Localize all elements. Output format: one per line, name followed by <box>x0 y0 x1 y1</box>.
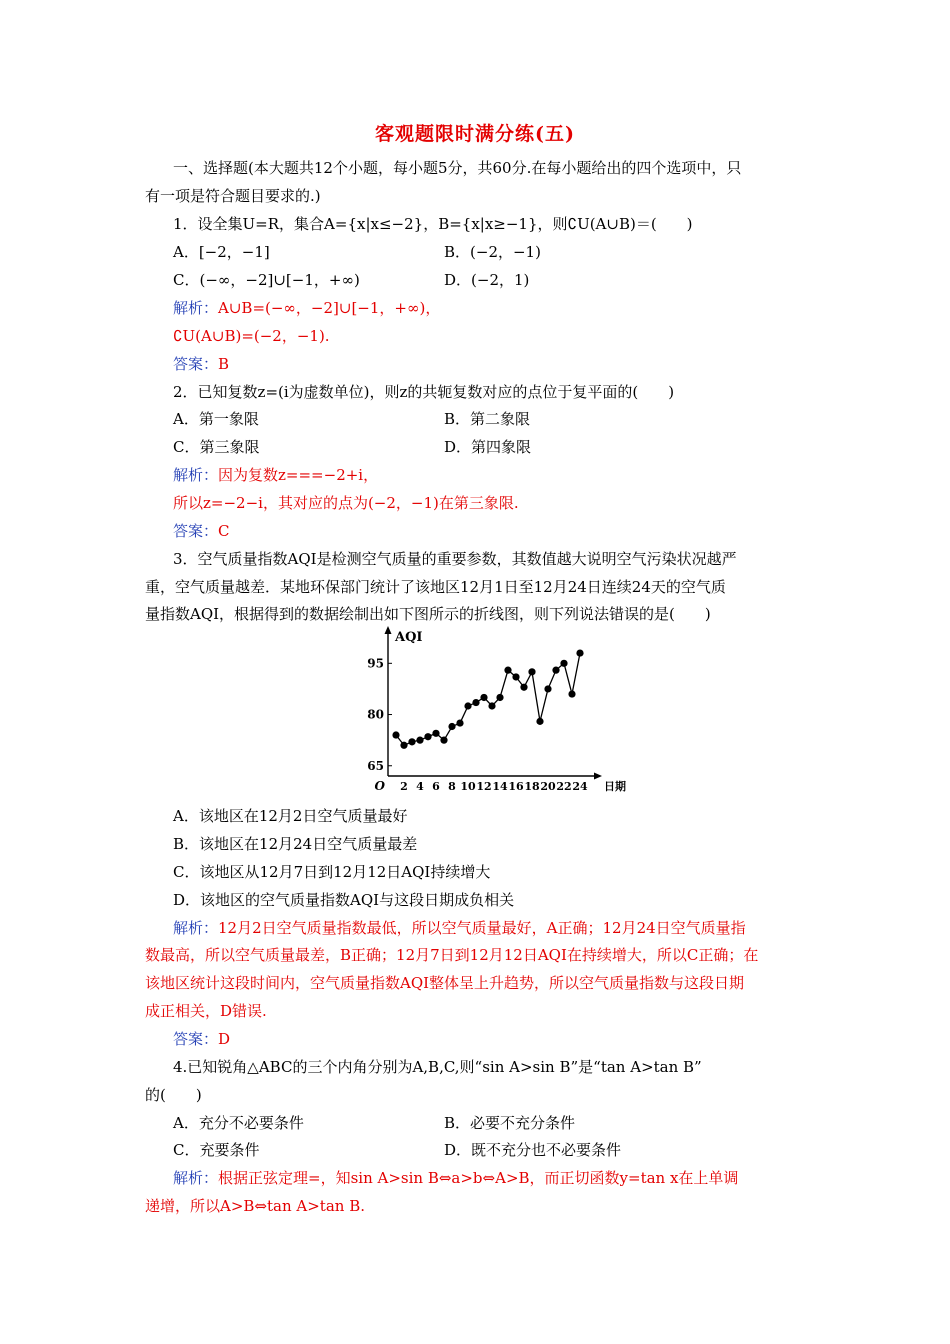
q4-analysis-line-1 <box>173 1168 738 1188</box>
intro-line-2: 有一项是符合题目要求的.) <box>145 187 321 205</box>
aqi-data-point <box>544 685 551 692</box>
q3-stem-line-1: 3．空气质量指数AQI是检测空气质量的重要参数，其数值越大说明空气污染状况越严 <box>173 550 737 568</box>
q2-analysis-line-1 <box>173 465 378 485</box>
q2-stem: 2．已知复数z=(i为虚数单位)，则z的共轭复数对应的点位于复平面的( ) <box>173 383 675 401</box>
x-tick-label: 12 <box>476 780 492 793</box>
page-title: 客观题限时满分练(五) <box>375 123 575 145</box>
q4-option-d: D．既不充分也不必要条件 <box>444 1141 622 1159</box>
x-axis-arrow <box>594 773 602 780</box>
q3-analysis-text-1: 12月2日空气质量指数最低，所以空气质量最好，A正确；12月24日空气质量指 <box>218 919 746 937</box>
q1-analysis-line-2: ∁U(A∪B)=(−2，−1). <box>173 327 330 345</box>
q4-stem-line-2: 的( ) <box>145 1086 202 1104</box>
x-tick-label: 14 <box>492 780 508 793</box>
aqi-chart-svg <box>366 628 626 798</box>
y-tick-label: 65 <box>367 758 384 773</box>
aqi-data-point <box>536 718 543 725</box>
aqi-data-point <box>400 742 407 749</box>
q4-option-c: C．充要条件 <box>173 1141 260 1159</box>
q1-analysis-label: 解析： <box>173 299 219 317</box>
q2-option-b: B．第二象限 <box>444 410 531 428</box>
aqi-data-point <box>496 694 503 701</box>
q2-analysis-line-2: 所以z=−2−i，其对应的点为(−2，−1)在第三象限. <box>173 494 519 512</box>
q1-option-c: C．(−∞，−2]∪[−1，+∞) <box>173 271 360 289</box>
y-tick-label: 95 <box>367 656 384 671</box>
q2-answer-label: 答案： <box>173 522 219 540</box>
aqi-data-point <box>432 730 439 737</box>
q4-analysis-text-1: 根据正弦定理=，知sin A>sin B⇔a>b⇔A>B，而正切函数y=tan x在上单调 <box>218 1169 739 1187</box>
q1-answer-value: B <box>218 355 230 373</box>
q4-option-a: A．充分不必要条件 <box>173 1114 304 1132</box>
x-tick-label: 4 <box>416 780 424 793</box>
aqi-line-chart <box>366 628 626 798</box>
q3-option-c: C．该地区从12月7日到12月12日AQI持续增大 <box>173 863 491 881</box>
q2-analysis-label: 解析： <box>173 466 219 484</box>
q1-answer-label: 答案： <box>173 355 219 373</box>
q3-analysis-line-4: 成正相关，D错误. <box>145 1002 267 1020</box>
aqi-data-point <box>488 702 495 709</box>
q4-analysis-line-2: 递增，所以A>B⇔tan A>tan B. <box>145 1197 365 1215</box>
aqi-data-point <box>576 649 583 656</box>
q1-answer <box>173 354 229 374</box>
y-axis-label: AQI <box>395 630 423 645</box>
aqi-data-point <box>504 667 511 674</box>
q3-answer <box>173 1029 230 1049</box>
q3-answer-label: 答案： <box>173 1030 219 1048</box>
q2-answer <box>173 521 230 541</box>
q1-option-a: A．[−2，−1] <box>173 243 270 261</box>
q2-option-c: C．第三象限 <box>173 438 260 456</box>
intro-line-1: 一、选择题(本大题共12个小题，每小题5分，共60分.在每小题给出的四个选项中，只 <box>173 159 742 177</box>
x-tick-label: 18 <box>524 780 540 793</box>
aqi-data-point <box>456 719 463 726</box>
x-tick-label: 20 <box>540 780 556 793</box>
q3-option-d: D．该地区的空气质量指数AQI与这段日期成负相关 <box>173 891 515 909</box>
aqi-data-point <box>552 667 559 674</box>
aqi-data-point <box>392 731 399 738</box>
q3-option-a: A．该地区在12月2日空气质量最好 <box>173 807 408 825</box>
aqi-data-point <box>480 694 487 701</box>
aqi-data-point <box>512 673 519 680</box>
q3-stem-line-3: 量指数AQI，根据得到的数据绘制出如下图所示的折线图，则下列说法错误的是( ) <box>145 605 711 623</box>
q3-answer-value: D <box>218 1030 231 1048</box>
q2-answer-value: C <box>218 522 230 540</box>
q3-analysis-line-3: 该地区统计这段时间内，空气质量指数AQI整体呈上升趋势，所以空气质量指数与这段日期 <box>145 974 745 992</box>
q3-analysis-line-1 <box>173 918 746 938</box>
q4-stem-line-1: 4.已知锐角△ABC的三个内角分别为A,B,C,则“sin A>sin B”是“tan A>tan B” <box>173 1058 702 1076</box>
aqi-data-point <box>416 737 423 744</box>
q3-stem-line-2: 重，空气质量越差．某地环保部门统计了该地区12月1日至12月24日连续24天的空气质 <box>145 578 726 596</box>
x-tick-label: 2 <box>400 780 408 793</box>
q4-analysis-label: 解析： <box>173 1169 219 1187</box>
q1-analysis-line-1 <box>173 298 440 318</box>
aqi-data-point <box>528 668 535 675</box>
q1-analysis-text-1: A∪B=(−∞，−2]∪[−1，+∞)， <box>218 299 441 317</box>
aqi-data-point <box>520 684 527 691</box>
q1-option-b: B．(−2，−1) <box>444 243 541 261</box>
aqi-data-point <box>560 660 567 667</box>
x-tick-label: 16 <box>508 780 524 793</box>
q2-option-a: A．第一象限 <box>173 410 259 428</box>
q1-option-d: D．(−2，1) <box>444 271 530 289</box>
x-tick-label: 24 <box>572 780 588 793</box>
aqi-data-point <box>568 690 575 697</box>
aqi-data-point <box>472 699 479 706</box>
x-tick-label: 6 <box>432 780 440 793</box>
aqi-series-line <box>396 653 580 745</box>
aqi-data-point <box>448 723 455 730</box>
q3-analysis-line-2: 数最高，所以空气质量最差，B正确；12月7日到12月12日AQI在持续增大，所以C正确；在 <box>145 946 759 964</box>
aqi-data-point <box>408 738 415 745</box>
q3-analysis-label: 解析： <box>173 919 219 937</box>
q1-stem: 1．设全集U=R，集合A={x|x≤−2}，B={x|x≥−1}，则∁U(A∪B)＝( ) <box>173 215 693 233</box>
aqi-data-point <box>464 702 471 709</box>
origin-label: O <box>374 779 385 793</box>
y-tick-label: 80 <box>367 707 384 722</box>
x-tick-label: 10 <box>460 780 476 793</box>
q2-analysis-text-1: 因为复数z===−2+i， <box>218 466 379 484</box>
q3-option-b: B．该地区在12月24日空气质量最差 <box>173 835 418 853</box>
x-tick-label: 8 <box>448 780 456 793</box>
x-tick-label: 22 <box>556 780 572 793</box>
x-axis-label: 日期 <box>604 780 626 793</box>
aqi-data-point <box>424 733 431 740</box>
aqi-data-point <box>440 737 447 744</box>
y-axis-arrow <box>385 626 392 634</box>
q4-option-b: B．必要不充分条件 <box>444 1114 576 1132</box>
q2-option-d: D．第四象限 <box>444 438 532 456</box>
